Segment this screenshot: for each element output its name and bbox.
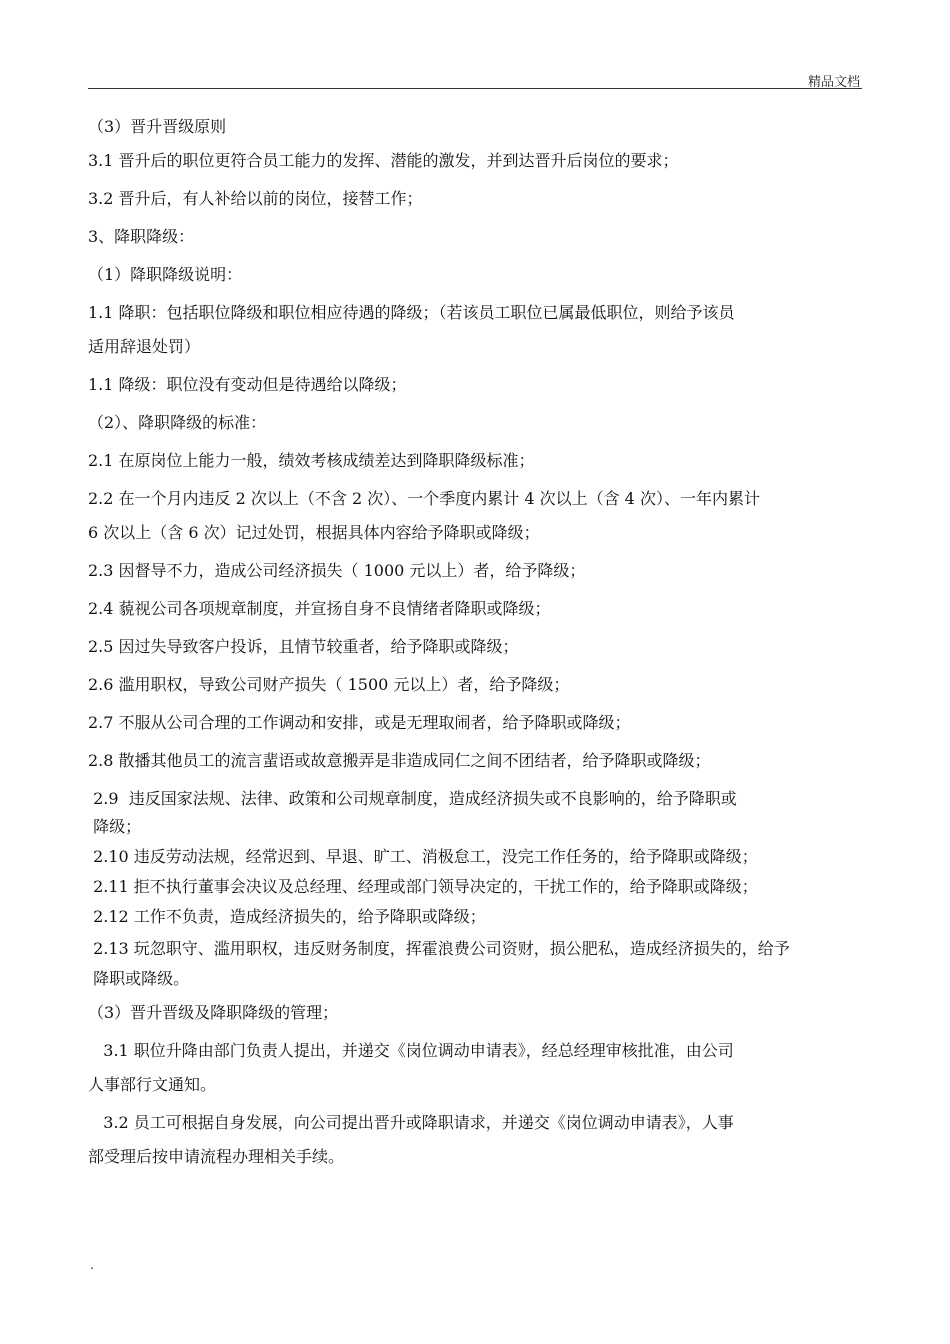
text-line: 3、降职降级： bbox=[88, 227, 195, 246]
text-line: 2.13 玩忽职守、滥用职权，违反财务制度，挥霍浪费公司资财，损公肥私，造成经济损失的，给予 bbox=[88, 939, 790, 958]
text-line: 2.1 在原岗位上能力一般，绩效考核成绩差达到降职降级标准； bbox=[88, 451, 535, 470]
text-line: 3.1 晋升后的职位更符合员工能力的发挥、潜能的激发，并到达晋升后岗位的要求； bbox=[88, 151, 679, 170]
text-line: 3.1 职位升降由部门负责人提出，并递交《岗位调动申请表》，经总经理审核批准，由公司 bbox=[88, 1041, 734, 1060]
text-line: 2.3 因督导不力，造成公司经济损失（ 1000 元以上）者，给予降级； bbox=[88, 561, 586, 580]
text-line: （2）、降职降级的标准： bbox=[88, 413, 267, 432]
text-line: 2.12 工作不负责，造成经济损失的，给予降职或降级； bbox=[88, 907, 486, 926]
text-line: 2.4 藐视公司各项规章制度，并宣扬自身不良情绪者降职或降级； bbox=[88, 599, 551, 618]
text-line: 2.10 违反劳动法规，经常迟到、早退、旷工、消极怠工，没完工作任务的，给予降职或降级； bbox=[88, 847, 758, 866]
text-line: 1.1 降级：职位没有变动但是待遇给以降级； bbox=[88, 375, 407, 394]
text-line: 2.7 不服从公司合理的工作调动和安排，或是无理取闹者，给予降职或降级； bbox=[88, 713, 631, 732]
text-line: （3）晋升晋级原则 bbox=[88, 117, 227, 136]
text-line: 降级； bbox=[88, 817, 142, 836]
text-line: 2.8 散播其他员工的流言蜚语或故意搬弄是非造成同仁之间不团结者，给予降职或降级； bbox=[88, 751, 711, 770]
header-label: 精品文档 bbox=[807, 75, 860, 90]
text-line: 降职或降级。 bbox=[88, 969, 190, 988]
text-line: 6 次以上（含 6 次）记过处罚，根据具体内容给予降职或降级； bbox=[88, 523, 540, 542]
text-line: 3.2 晋升后，有人补给以前的岗位，接替工作； bbox=[88, 189, 423, 208]
text-line: 2.9 违反国家法规、法律、政策和公司规章制度，造成经济损失或不良影响的，给予降职或 bbox=[88, 789, 737, 808]
text-line: 2.5 因过失导致客户投诉，且情节较重者，给予降职或降级； bbox=[88, 637, 519, 656]
text-line: 2.2 在一个月内违反 2 次以上（不含 2 次）、一个季度内累计 4 次以上（含 4 次）、一年内累计 bbox=[88, 489, 760, 508]
text-line: 2.11 拒不执行董事会决议及总经理、经理或部门领导决定的，干扰工作的，给予降职或降级； bbox=[88, 877, 758, 896]
text-line: 适用辞退处罚） bbox=[88, 337, 201, 356]
text-line: 人事部行文通知。 bbox=[88, 1075, 217, 1094]
text-line: （1）降职降级说明： bbox=[88, 265, 243, 284]
text-line: （3）晋升晋级及降职降级的管理； bbox=[88, 1003, 339, 1022]
text-line: 3.2 员工可根据自身发展，向公司提出晋升或降职请求，并递交《岗位调动申请表》，人事 bbox=[88, 1113, 734, 1132]
text-line: 部受理后按申请流程办理相关手续。 bbox=[88, 1147, 345, 1166]
text-line: 1.1 降职：包括职位降级和职位相应待遇的降级；（若该员工职位已属最低职位，则给予该员 bbox=[88, 303, 735, 322]
header-divider bbox=[88, 88, 862, 89]
footer-mark: . bbox=[90, 1258, 94, 1272]
text-line: 2.6 滥用职权，导致公司财产损失（ 1500 元以上）者，给予降级； bbox=[88, 675, 570, 694]
document-body bbox=[88, 116, 864, 1168]
